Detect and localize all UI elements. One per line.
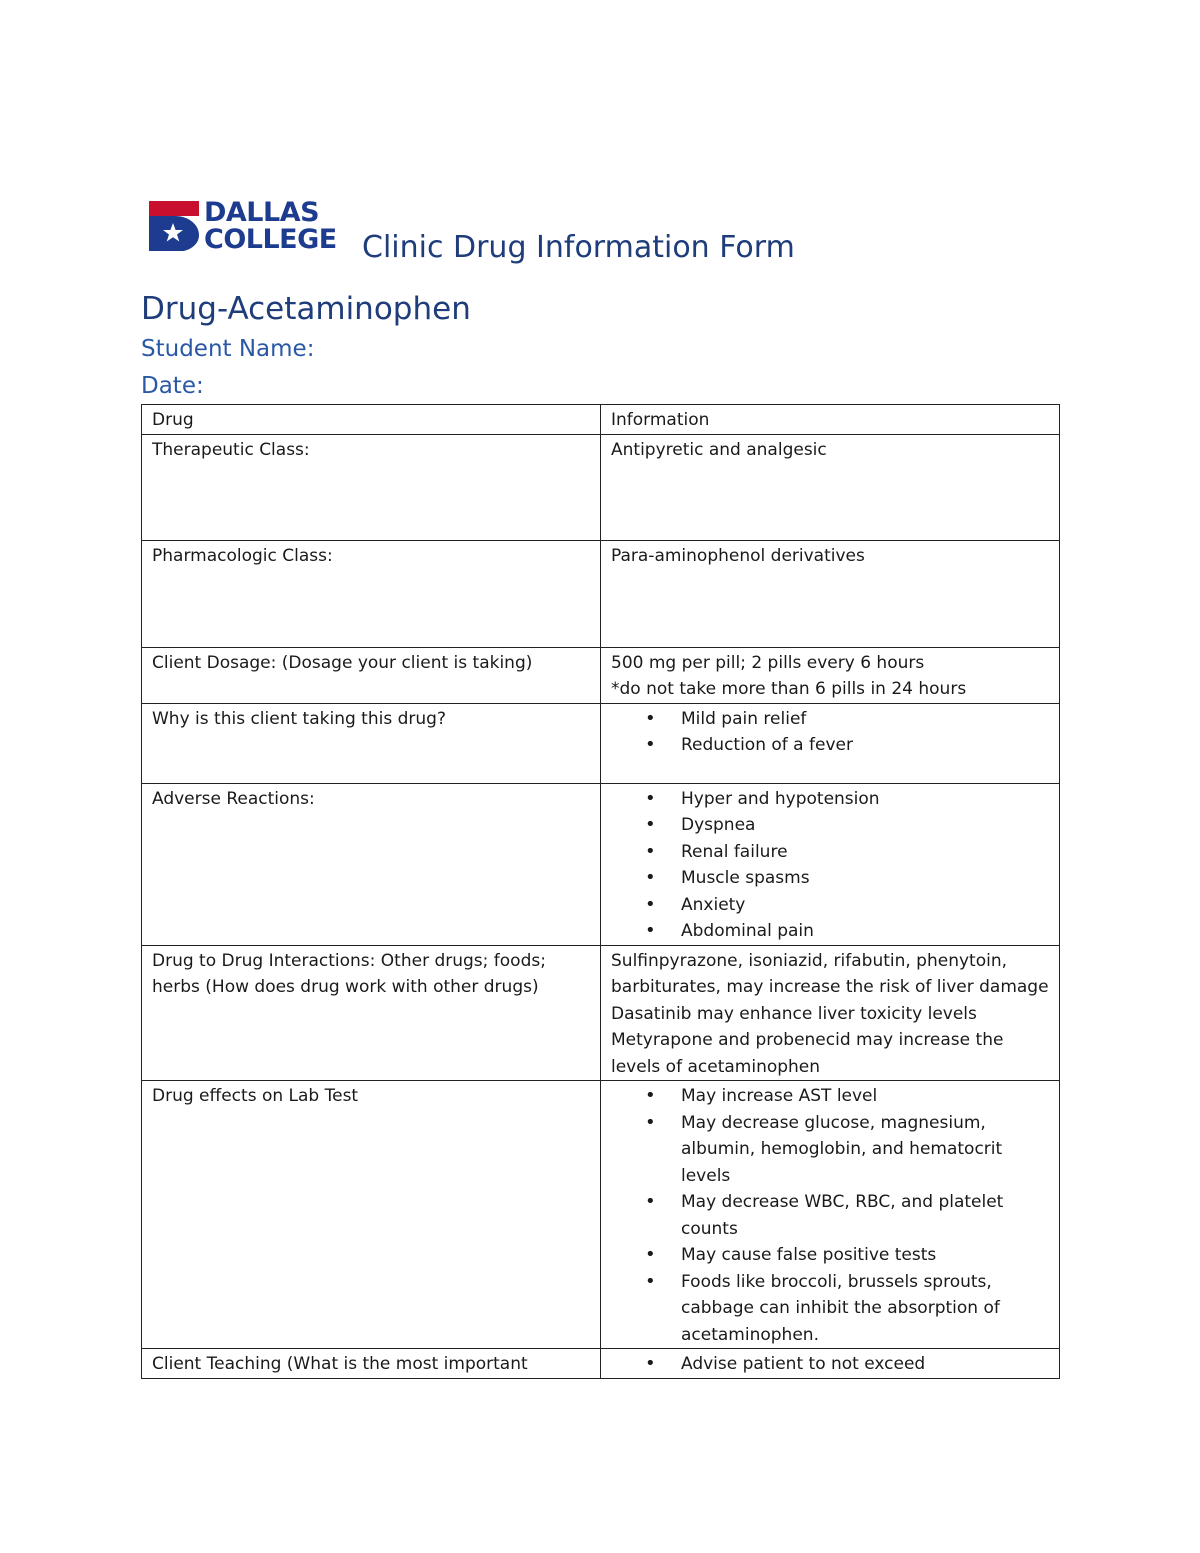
bullet-list [611,1083,1050,1348]
row-value [601,703,1060,783]
bullet-list [611,786,1050,945]
drug-information-table [141,404,1060,1379]
interaction-line: Sulfinpyrazone, isoniazid, rifabutin, phenytoin, barbiturates, may increase the risk of liver damage [611,950,1049,997]
bullet-list [611,1351,1050,1378]
form-title: Clinic Drug Information Form [362,230,795,265]
drug-heading: Drug-Acetaminophen [141,291,471,327]
table-row-reason [142,703,1060,783]
bullet-list [611,706,1050,759]
dosage-warning-line: *do not take more than 6 pills in 24 hours [611,679,967,699]
row-value [601,647,1060,703]
table-header-row [142,405,1060,435]
list-item: • May increase AST level [681,1083,1050,1110]
logo-text-dallas: DALLAS [204,197,320,228]
row-value: Para-aminophenol derivatives [601,540,1060,647]
logo-text-college: COLLEGE [204,224,337,255]
list-item: • Muscle spasms [681,865,1050,892]
table-row-client-dosage [142,647,1060,703]
list-item: • Reduction of a fever [681,732,1050,759]
list-item: • Foods like broccoli, brussels sprouts, cabbage can inhibit the absorption of acetaminophen. [681,1269,1050,1349]
date-label: Date: [141,373,204,399]
interaction-line: Dasatinib may enhance liver toxicity levels [611,1003,977,1024]
list-item: • Renal failure [681,839,1050,866]
row-value: Antipyretic and analgesic [601,434,1060,540]
list-item: • Advise patient to not exceed [681,1351,1050,1378]
list-item: • Abdominal pain [681,918,1050,945]
table-row-client-teaching [142,1349,1060,1379]
interaction-line: Metyrapone and probenecid may increase the levels of acetaminophen [611,1030,1004,1077]
row-label: Pharmacologic Class: [142,540,601,647]
row-label: Why is this client taking this drug? [142,703,601,783]
row-label: Adverse Reactions: [142,783,601,945]
row-value [601,945,1060,1081]
list-item: • Hyper and hypotension [681,786,1050,813]
list-item: • May decrease WBC, RBC, and platelet counts [681,1189,1050,1242]
list-item: • May cause false positive tests [681,1242,1050,1269]
list-item: • Dyspnea [681,812,1050,839]
table-row-therapeutic-class [142,434,1060,540]
table-row-lab-effects [142,1081,1060,1349]
table-row-pharmacologic-class [142,540,1060,647]
row-value [601,783,1060,945]
row-label: Therapeutic Class: [142,434,601,540]
list-item: • Mild pain relief [681,706,1050,733]
dallas-college-d-star-icon [149,199,201,251]
row-label: Client Dosage: (Dosage your client is taking) [142,647,601,703]
table-row-drug-interactions [142,945,1060,1081]
row-label: Drug to Drug Interactions: Other drugs; foods; herbs (How does drug work with other drugs) [142,945,601,1081]
list-item: • May decrease glucose, magnesium, albumin, hemoglobin, and hematocrit levels [681,1110,1050,1190]
dallas-college-logo [149,199,349,255]
row-label: Client Teaching (What is the most important [142,1349,601,1379]
student-name-label: Student Name: [141,336,315,362]
row-value [601,1349,1060,1379]
column-header-drug: Drug [142,405,601,435]
table-row-adverse-reactions [142,783,1060,945]
dosage-line: 500 mg per pill; 2 pills every 6 hours [611,652,925,673]
list-item: • Anxiety [681,892,1050,919]
row-value [601,1081,1060,1349]
column-header-information: Information [601,405,1060,435]
row-label: Drug effects on Lab Test [142,1081,601,1349]
